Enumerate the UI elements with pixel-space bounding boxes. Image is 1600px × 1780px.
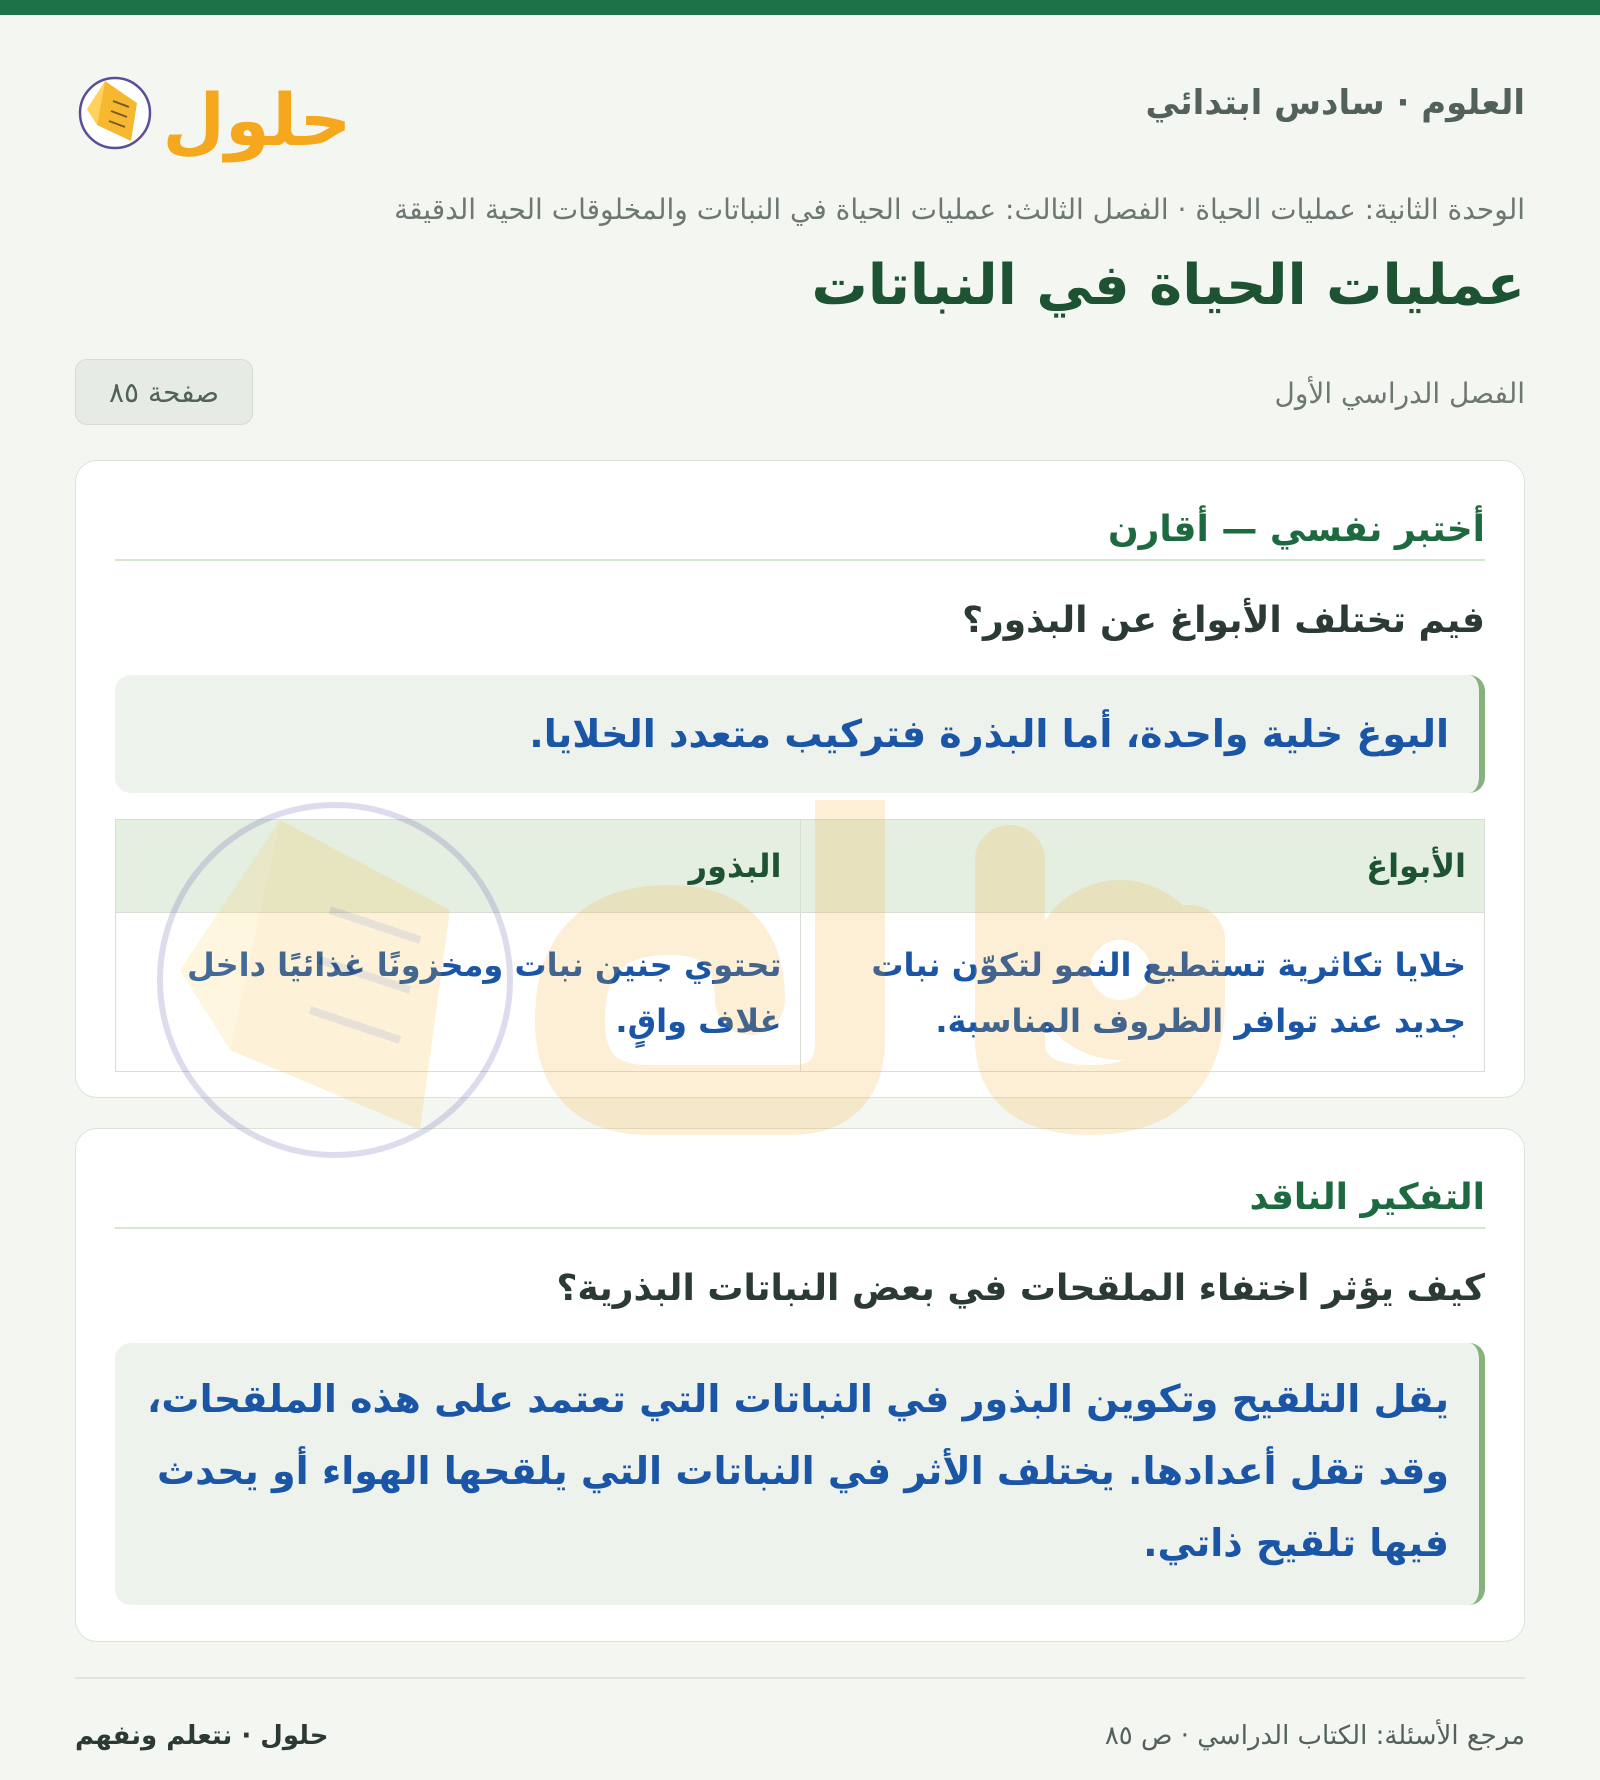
critical-thinking-heading: التفكير الناقد: [115, 1129, 1485, 1229]
breadcrumb[interactable]: الوحدة الثانية: عمليات الحياة · الفصل الثالث: عمليات الحياة في النباتات والمخلوقات الحية الدقيقة: [394, 193, 1525, 226]
cell-spores-description: خلايا تكاثرية تستطيع النمو لتكوّن نبات جديد عند توافر الظروف المناسبة.: [800, 913, 1485, 1072]
top-accent-bar: [0, 0, 1600, 15]
hulul-logo[interactable]: [75, 53, 355, 173]
answer-pollinators: يقل التلقيح وتكوين البذور في النباتات التي تعتمد على هذه الملقحات، وقد تقل أعدادها. يختلف الأثر في النباتات التي يلقحها الهواء أو يحدث فيها تلقيح ذاتي.: [115, 1343, 1485, 1605]
question-spores-vs-seeds: فيم تختلف الأبواغ عن البذور؟: [962, 600, 1485, 641]
svg-text:حلول: حلول: [162, 78, 352, 162]
answer-spores-vs-seeds: البوغ خلية واحدة، أما البذرة فتركيب متعدد الخلايا.: [115, 675, 1485, 793]
page-container: [75, 15, 1525, 1751]
self-test-heading: أختبر نفسي — أقارن: [115, 461, 1485, 561]
cell-seeds-description: تحتوي جنين نبات ومخزونًا غذائيًا داخل غلاف واقٍ.: [116, 913, 801, 1072]
semester-label: الفصل الدراسي الأول: [1274, 377, 1525, 410]
page-title: عمليات الحياة في النباتات: [811, 253, 1525, 318]
footer-brand[interactable]: حلول · نتعلم ونفهم: [75, 1721, 329, 1751]
footer-divider: [75, 1677, 1525, 1679]
column-header-seeds: البذور: [116, 820, 801, 913]
table-row: [116, 913, 1485, 1072]
table-header-row: [116, 820, 1485, 913]
critical-thinking-card: [75, 1128, 1525, 1642]
page-number-badge: صفحة ٨٥: [75, 359, 253, 425]
column-header-spores: الأبواغ: [800, 820, 1485, 913]
footer-reference: مرجع الأسئلة: الكتاب الدراسي · ص ٨٥: [1104, 1721, 1525, 1751]
comparison-table: [115, 819, 1485, 1072]
page-header: [75, 15, 1525, 200]
question-pollinators: كيف يؤثر اختفاء الملقحات في بعض النباتات البذرية؟: [556, 1268, 1485, 1309]
subject-label: العلوم · سادس ابتدائي: [1145, 83, 1525, 123]
self-test-card: [75, 460, 1525, 1098]
